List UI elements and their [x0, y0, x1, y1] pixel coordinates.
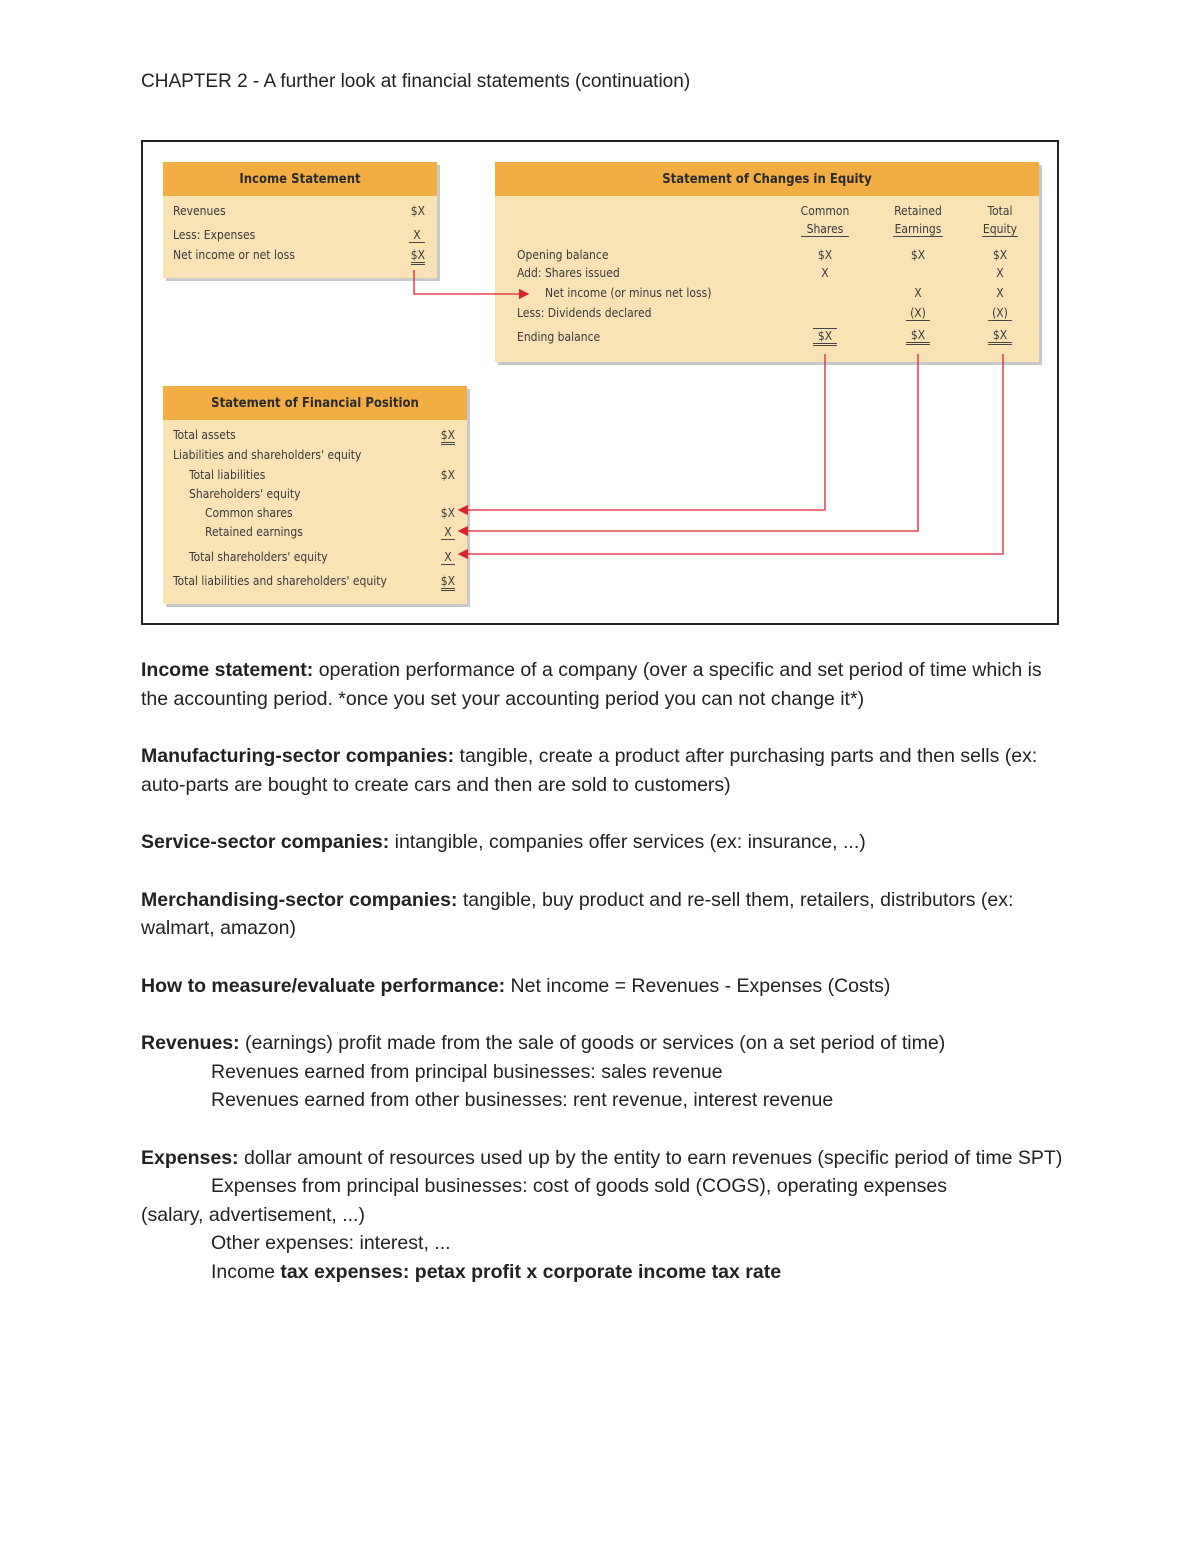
col-header-common-2: Shares	[801, 222, 849, 237]
is-row-value: $X	[410, 204, 425, 218]
eq-cell: X	[996, 286, 1004, 300]
income-tax-prefix: Income	[211, 1260, 281, 1283]
fp-row-label: Liabilities and shareholders' equity	[173, 448, 362, 462]
eq-cell: $X	[906, 328, 930, 345]
common-shares-arrow	[459, 354, 825, 510]
is-row-value: $X	[411, 248, 425, 265]
fp-row-label: Total liabilities	[189, 468, 266, 482]
income-tax-formula: tax expenses: petax profit x corporate income tax rate	[280, 1260, 782, 1283]
eq-cell: $X	[910, 248, 926, 262]
eq-cell: (X)	[906, 306, 930, 321]
note-text: operation performance of a company (over a specific and set period of time which is the accounting period. *once you set your accounting period you can not change it*)	[141, 659, 1042, 710]
eq-cell: $X	[988, 328, 1012, 345]
fp-row-value: X	[441, 550, 455, 565]
note-text: Net income = Revenues - Expenses (Costs)	[505, 974, 891, 997]
eq-cell: X	[821, 266, 829, 280]
is-row-value: X	[409, 228, 425, 243]
eq-cell: $X	[817, 248, 833, 262]
financial-position-title: Statement of Financial Position	[163, 386, 467, 420]
eq-row-label: Less: Dividends declared	[517, 306, 652, 320]
fp-row-label: Total assets	[173, 428, 236, 442]
revenues-principal-line: Revenues earned from principal businesses: sales revenue	[211, 1060, 723, 1083]
note-measure	[141, 972, 1071, 1001]
eq-cell: X	[996, 266, 1004, 280]
net-income-arrow	[414, 270, 528, 294]
note-income-statement	[141, 656, 1071, 713]
eq-cell: $X	[813, 328, 837, 346]
note-service	[141, 828, 1071, 857]
note-term: Income statement:	[141, 659, 314, 681]
fp-row-value: $X	[440, 468, 455, 482]
fp-row-label: Total shareholders' equity	[189, 550, 328, 564]
is-row-label: Revenues	[173, 204, 226, 218]
eq-cell: $X	[992, 248, 1008, 262]
note-text: tangible, create a product after purchasing parts and then sells (ex: auto-parts are bought to create cars and then are sold to customers)	[141, 745, 1038, 796]
note-text: intangible, companies offer services (ex: insurance, ...)	[389, 831, 866, 853]
eq-cell: X	[914, 286, 922, 300]
eq-cell: (X)	[988, 306, 1012, 321]
note-term: Expenses:	[141, 1146, 239, 1169]
fp-row-label: Common shares	[205, 506, 293, 520]
fp-row-value: X	[441, 525, 455, 540]
revenues-other-line: Revenues earned from other businesses: rent revenue, interest revenue	[211, 1089, 834, 1111]
expenses-principal-line-cont: (salary, advertisement, ...)	[141, 1203, 365, 1226]
eq-row-label: Opening balance	[517, 248, 609, 262]
equity-statement-title: Statement of Changes in Equity	[495, 162, 1039, 196]
notes-section	[141, 656, 1071, 1315]
note-term: How to measure/evaluate performance:	[141, 974, 506, 997]
note-term: Revenues:	[141, 1032, 240, 1054]
note-term: Merchandising-sector companies:	[141, 888, 458, 911]
note-term: Service-sector companies:	[141, 831, 390, 853]
col-header-common: Common	[800, 204, 850, 218]
total-equity-arrow	[459, 354, 1003, 554]
fp-row-value: $X	[440, 506, 455, 520]
income-tax-line	[141, 1258, 1071, 1287]
is-row-label: Less: Expenses	[173, 228, 256, 242]
retained-earnings-arrow	[459, 354, 918, 531]
chapter-title: CHAPTER 2 - A further look at financial statements (continuation)	[141, 71, 691, 92]
note-term: Manufacturing-sector companies:	[141, 745, 455, 767]
fp-row-label: Total liabilities and shareholders' equity	[173, 574, 387, 588]
connector-arrows	[143, 142, 1057, 623]
note-text: (earnings) profit made from the sale of goods or services (on a set period of time)	[239, 1032, 946, 1054]
eq-row-label: Net income (or minus net loss)	[545, 286, 712, 300]
eq-row-label: Add: Shares issued	[517, 266, 620, 280]
note-merchandising	[141, 886, 1071, 943]
income-statement-title: Income Statement	[163, 162, 437, 196]
note-expenses	[141, 1144, 1071, 1287]
fp-row-label: Retained earnings	[205, 525, 303, 539]
fp-row-value: $X	[441, 574, 455, 591]
col-header-retained-2: Earnings	[894, 222, 942, 236]
fp-row-value: $X	[441, 428, 455, 445]
expenses-other-line: Other expenses: interest, ...	[211, 1232, 451, 1254]
col-header-total: Total	[987, 204, 1013, 218]
expenses-principal-line: Expenses from principal businesses: cost of goods sold (COGS), operating expenses	[211, 1175, 947, 1197]
note-text: dollar amount of resources used up by the entity to earn revenues (specific period of time SPT)	[238, 1146, 1063, 1169]
financial-statements-figure	[141, 140, 1059, 625]
col-header-retained: Retained	[894, 204, 942, 218]
is-row-label: Net income or net loss	[173, 248, 295, 262]
col-header-total-2: Equity	[982, 222, 1018, 236]
note-manufacturing	[141, 742, 1071, 799]
fp-row-label: Shareholders' equity	[189, 487, 301, 501]
note-revenues	[141, 1029, 1071, 1115]
eq-row-label: Ending balance	[517, 330, 601, 344]
note-text: tangible, buy product and re-sell them, retailers, distributors (ex: walmart, amazon)	[141, 888, 1014, 939]
